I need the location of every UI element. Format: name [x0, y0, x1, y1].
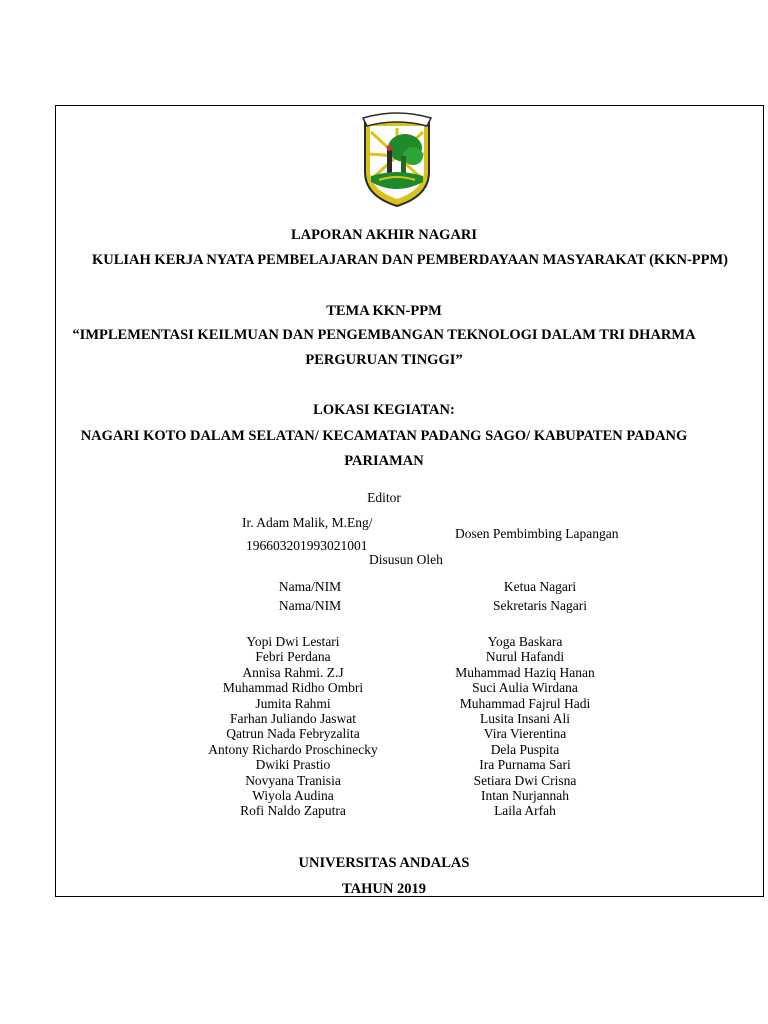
members-left-list [178, 634, 408, 819]
list-item: Lusita Insani Ali [480, 711, 570, 727]
list-item: Rofi Naldo Zaputra [240, 803, 346, 819]
list-item: Farhan Juliando Jaswat [230, 711, 356, 727]
year: TAHUN 2019 [342, 881, 426, 897]
editor-role: Dosen Pembimbing Lapangan [455, 526, 619, 541]
list-item: Muhammad Ridho Ombri [222, 680, 364, 696]
list-item: Dela Puspita [490, 741, 560, 757]
list-item: Antony Richardo Proschinecky [208, 741, 378, 757]
official-role: Sekretaris Nagari [492, 598, 588, 613]
list-item: Jumita Rahmi [255, 695, 331, 711]
members-right-list [420, 634, 630, 819]
list-item: Vira Vierentina [483, 726, 567, 742]
officials-roles [440, 577, 640, 615]
compiled-by: Disusun Oleh [369, 552, 443, 567]
list-item: Setiara Dwi Crisna [473, 772, 577, 788]
editor-label: Editor [367, 490, 401, 505]
list-item: Yoga Baskara [487, 634, 563, 649]
university-logo [361, 110, 433, 208]
location-label: LOKASI KEGIATAN: [313, 402, 455, 418]
location-line-1: NAGARI KOTO DALAM SELATAN/ KECAMATAN PADANG SAGO/ KABUPATEN PADANG [80, 428, 688, 444]
official-name: Nama/NIM [278, 598, 342, 613]
list-item: Nurul Hafandi [485, 649, 565, 665]
list-item: Muhammad Haziq Hanan [455, 664, 595, 680]
university-name: UNIVERSITAS ANDALAS [298, 855, 470, 871]
theme-line-1: “IMPLEMENTASI KEILMUAN DAN PENGEMBANGAN TEKNOLOGI DALAM TRI DHARMA [72, 327, 696, 343]
list-item: Qatrun Nada Febryzalita [226, 726, 360, 742]
officials-names [210, 577, 410, 615]
list-item: Wiyola Audina [252, 788, 334, 804]
list-item: Laila Arfah [494, 803, 556, 819]
official-name: Nama/NIM [278, 579, 342, 594]
list-item: Ira Purnama Sari [479, 757, 571, 773]
program-title: KULIAH KERJA NYATA PEMBELAJARAN DAN PEMBERDAYAAN MASYARAKAT (KKN-PPM) [91, 252, 729, 268]
official-role: Ketua Nagari [503, 579, 577, 594]
list-item: Dwiki Prastio [255, 757, 331, 773]
list-item: Intan Nurjannah [480, 788, 570, 804]
theme-label: TEMA KKN-PPM [326, 303, 442, 319]
list-item: Yopi Dwi Lestari [246, 634, 340, 649]
location-line-2: PARIAMAN [344, 453, 424, 469]
list-item: Annisa Rahmi. Z.J [242, 664, 344, 680]
list-item: Febri Perdana [255, 649, 331, 665]
list-item: Suci Aulia Wirdana [472, 680, 578, 696]
theme-line-2: PERGURUAN TINGGI” [305, 352, 463, 368]
report-title: LAPORAN AKHIR NAGARI [290, 227, 478, 243]
list-item: Novyana Tranisia [245, 772, 341, 788]
editor-name: Ir. Adam Malik, M.Eng/ [242, 515, 373, 530]
editor-nip: 196603201993021001 [246, 538, 368, 553]
list-item: Muhammad Fajrul Hadi [459, 695, 591, 711]
